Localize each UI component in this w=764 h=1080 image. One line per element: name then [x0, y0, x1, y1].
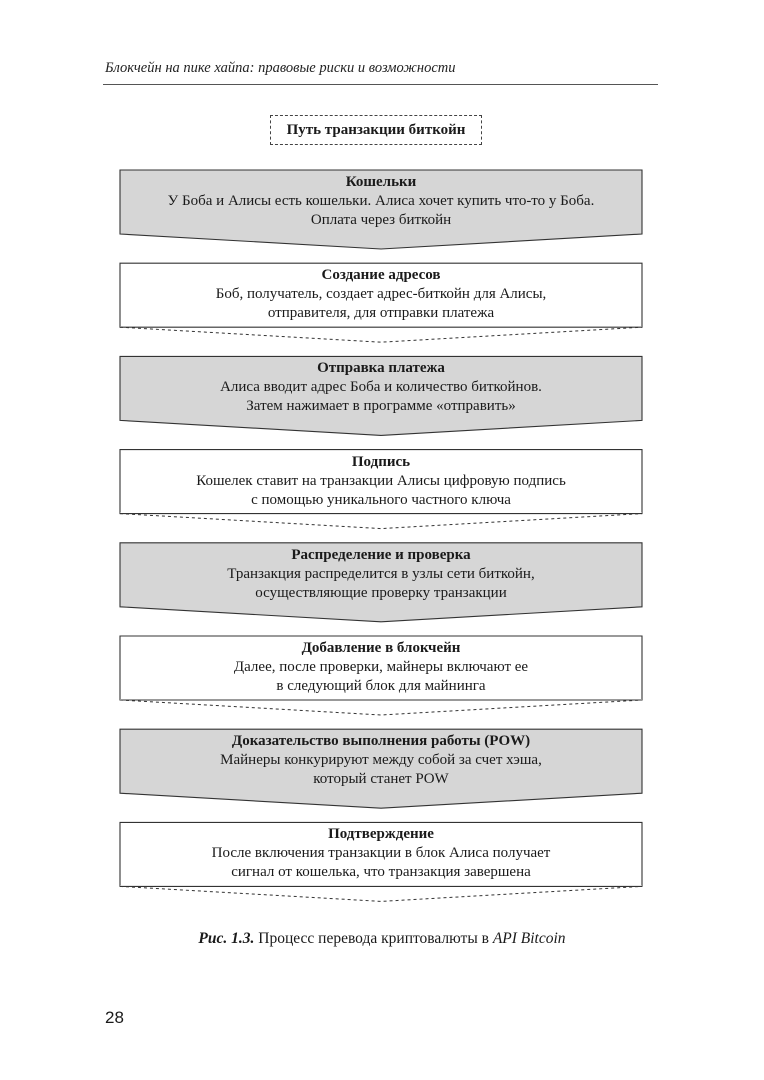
step-text-line: Затем нажимает в программе «отправить»	[246, 398, 516, 415]
step-title: Кошельки	[345, 174, 417, 190]
flow-step	[120, 359, 642, 416]
caption-italic: API Bitcoin	[492, 930, 566, 947]
step-text-line: У Боба и Алисы есть кошельки. Алиса хочет купить что-то у Боба.	[167, 193, 595, 209]
step-title: Создание адресов	[321, 267, 441, 284]
step-title: Доказательство выполнения работы (POW)	[231, 733, 531, 750]
step-text-line: Транзакция распределится в узлы сети биткойн,	[227, 565, 535, 582]
flow-step	[120, 825, 642, 882]
step-text-line: Алиса вводит адрес Боба и количество биткойнов.	[220, 379, 542, 396]
step-text-line: в следующий блок для майнинга	[276, 678, 486, 694]
step-text-line: отправителя, для отправки платежа	[267, 305, 495, 322]
page-number: 28	[105, 1008, 124, 1027]
flow-step	[120, 453, 642, 510]
step-text-line: Боб, получатель, создает адрес-биткойн для Алисы,	[215, 286, 547, 303]
step-title: Подпись	[351, 453, 411, 470]
step-title: Распределение и проверка	[291, 546, 471, 563]
step-text-line: Далее, после проверки, майнеры включают ее	[233, 659, 529, 675]
flow-step	[120, 266, 642, 323]
flow-step	[120, 546, 642, 603]
caption-label: Рис. 1.3.	[198, 930, 255, 947]
figure-caption	[0, 930, 764, 948]
caption-text: Процесс перевода криптовалюты в	[254, 930, 493, 947]
step-title: Добавление в блокчейн	[301, 640, 461, 656]
step-text-line: который станет POW	[313, 771, 449, 788]
step-text-line: Оплата через биткойн	[310, 212, 452, 228]
step-text-line: осуществляющие проверку транзакции	[255, 584, 507, 601]
step-text-line: Кошелек ставит на транзакции Алисы цифровую подпись	[196, 472, 566, 489]
step-text-line: с помощью уникального частного ключа	[251, 491, 511, 508]
running-header: Блокчейн на пике хайпа: правовые риски и возможности	[105, 60, 456, 76]
step-text-line: сигнал от кошелька, что транзакция завершена	[231, 864, 531, 881]
flow-step	[120, 639, 642, 696]
flow-step	[120, 732, 642, 789]
step-title: Отправка платежа	[317, 360, 445, 377]
step-text-line: Майнеры конкурируют между собой за счет хэша,	[220, 752, 542, 769]
flow-step	[120, 173, 642, 230]
step-text-line: После включения транзакции в блок Алиса получает	[211, 845, 551, 862]
step-title: Подтверждение	[328, 826, 434, 843]
diagram-title: Путь транзакции биткойн	[270, 115, 482, 145]
